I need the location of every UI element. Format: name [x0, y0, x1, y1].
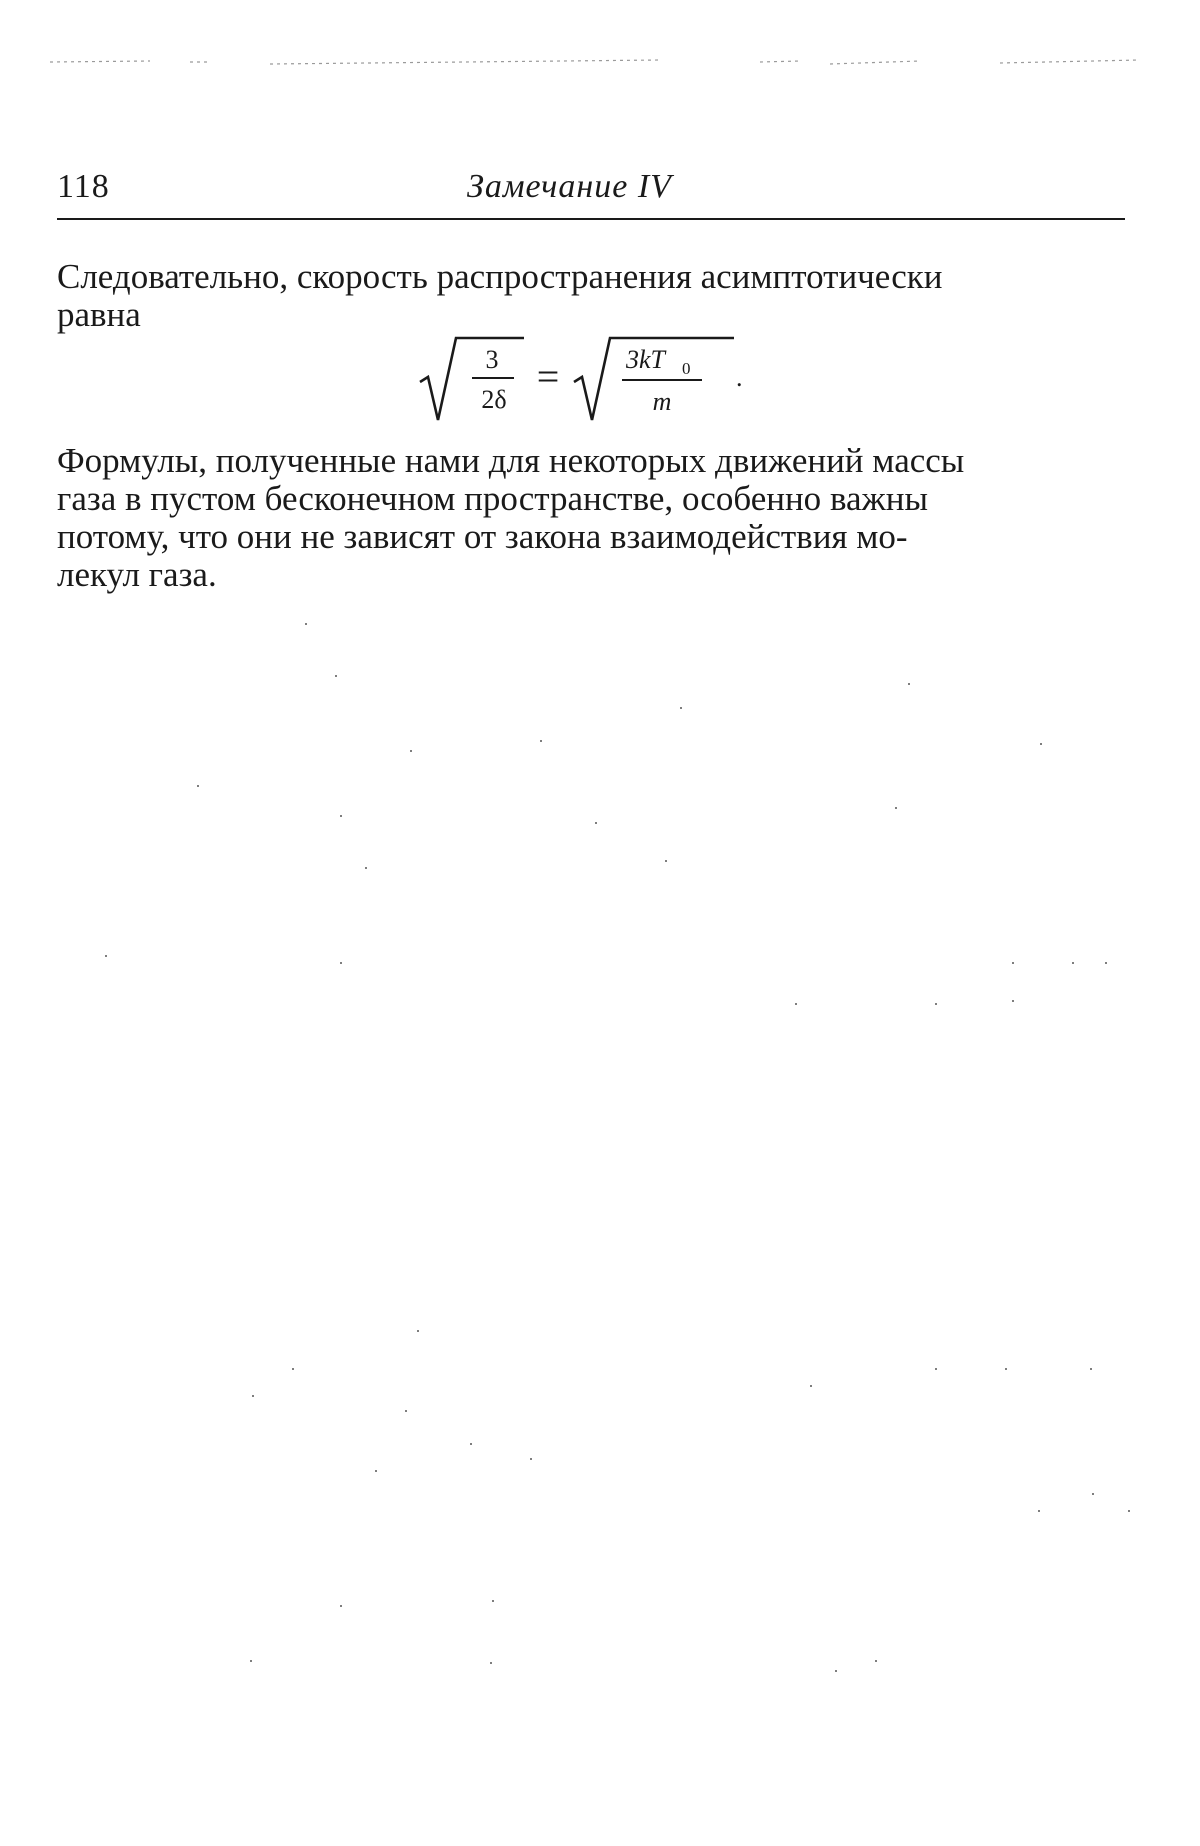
scan-speck [908, 683, 910, 685]
word: в [125, 479, 142, 518]
word: движений [715, 441, 864, 480]
word: массы [872, 441, 965, 480]
scan-speck [895, 807, 897, 809]
scan-speck [935, 1003, 937, 1005]
word: пустом [150, 479, 256, 518]
equals-sign: = [536, 354, 560, 399]
word: особенно [681, 479, 822, 518]
scan-speck [105, 955, 107, 957]
word: что [178, 517, 229, 556]
page-header [57, 168, 1125, 216]
right-numerator-subscript: 0 [682, 359, 691, 378]
scan-speck [875, 1660, 877, 1662]
scan-speck [1092, 1493, 1094, 1495]
word: пространстве, [464, 479, 674, 518]
left-denominator: 2δ [481, 385, 507, 414]
scan-speck [595, 822, 597, 824]
scan-speck [1012, 1000, 1014, 1002]
word: они [236, 517, 292, 556]
paragraph-2-line-1 [57, 442, 1125, 480]
word: газа [57, 479, 117, 518]
page-number: 118 [57, 168, 110, 205]
right-denominator: m [652, 387, 672, 416]
right-numerator: 3kT [626, 345, 665, 374]
paragraph-2 [57, 442, 1125, 594]
running-title: Замечание IV [467, 168, 672, 205]
scan-speck [665, 860, 667, 862]
paragraph-1-line-2: равна [57, 295, 141, 334]
scan-speck [340, 815, 342, 817]
word: от [463, 517, 497, 556]
header-rule [57, 218, 1125, 220]
scan-speck [335, 675, 337, 677]
paragraph-2-line-4: лекул газа. [57, 555, 217, 594]
scan-speck [1012, 962, 1014, 964]
word: Формулы, [57, 441, 207, 480]
scan-speck [810, 1385, 812, 1387]
scan-speck [1072, 962, 1074, 964]
scan-speck [835, 1670, 837, 1672]
scan-speck [492, 1600, 494, 1602]
word: скорость [296, 257, 428, 296]
scan-speck [935, 1368, 937, 1370]
scan-speck [197, 785, 199, 787]
scan-speck [530, 1458, 532, 1460]
scan-speck [490, 1662, 492, 1664]
word: распространения [436, 257, 692, 296]
scan-speck [680, 707, 682, 709]
word: закона [504, 517, 602, 556]
word: Следовательно, [57, 257, 289, 296]
word: мо- [856, 517, 908, 556]
word: для [488, 441, 541, 480]
scan-speck [1128, 1510, 1130, 1512]
scan-speck [410, 750, 412, 752]
word: асимптотически [700, 257, 943, 296]
scan-speck [375, 1470, 377, 1472]
formula-period: . [736, 363, 743, 392]
word: полученные [215, 441, 397, 480]
scan-speck [365, 867, 367, 869]
scan-speck [1040, 743, 1042, 745]
scan-speck [1090, 1368, 1092, 1370]
scan-speck [250, 1660, 252, 1662]
scan-speck [405, 1410, 407, 1412]
scan-speck [540, 740, 542, 742]
scan-speck [305, 623, 307, 625]
word: важны [829, 479, 928, 518]
velocity-formula [414, 330, 774, 430]
word: зависят [343, 517, 456, 556]
paragraph-2-line-3 [57, 518, 1125, 556]
paragraph-1-line-1 [57, 258, 1125, 296]
paragraph-1 [57, 258, 1125, 334]
scan-speck [1038, 1510, 1040, 1512]
scan-speck [292, 1368, 294, 1370]
paragraph-2-line-2 [57, 480, 1125, 518]
scan-noise-top [40, 48, 1150, 70]
word: не [300, 517, 335, 556]
scan-speck [252, 1395, 254, 1397]
word: нами [404, 441, 481, 480]
left-numerator: 3 [485, 345, 499, 374]
word: взаимодействия [610, 517, 848, 556]
word: потому, [57, 517, 170, 556]
scan-speck [795, 1003, 797, 1005]
scan-speck [340, 1605, 342, 1607]
scan-speck [417, 1330, 419, 1332]
scan-speck [1005, 1368, 1007, 1370]
scan-speck [1105, 962, 1107, 964]
scan-speck [340, 962, 342, 964]
word: бесконечном [264, 479, 456, 518]
scan-speck [470, 1443, 472, 1445]
formula-graphic [414, 330, 774, 430]
word: некоторых [548, 441, 707, 480]
